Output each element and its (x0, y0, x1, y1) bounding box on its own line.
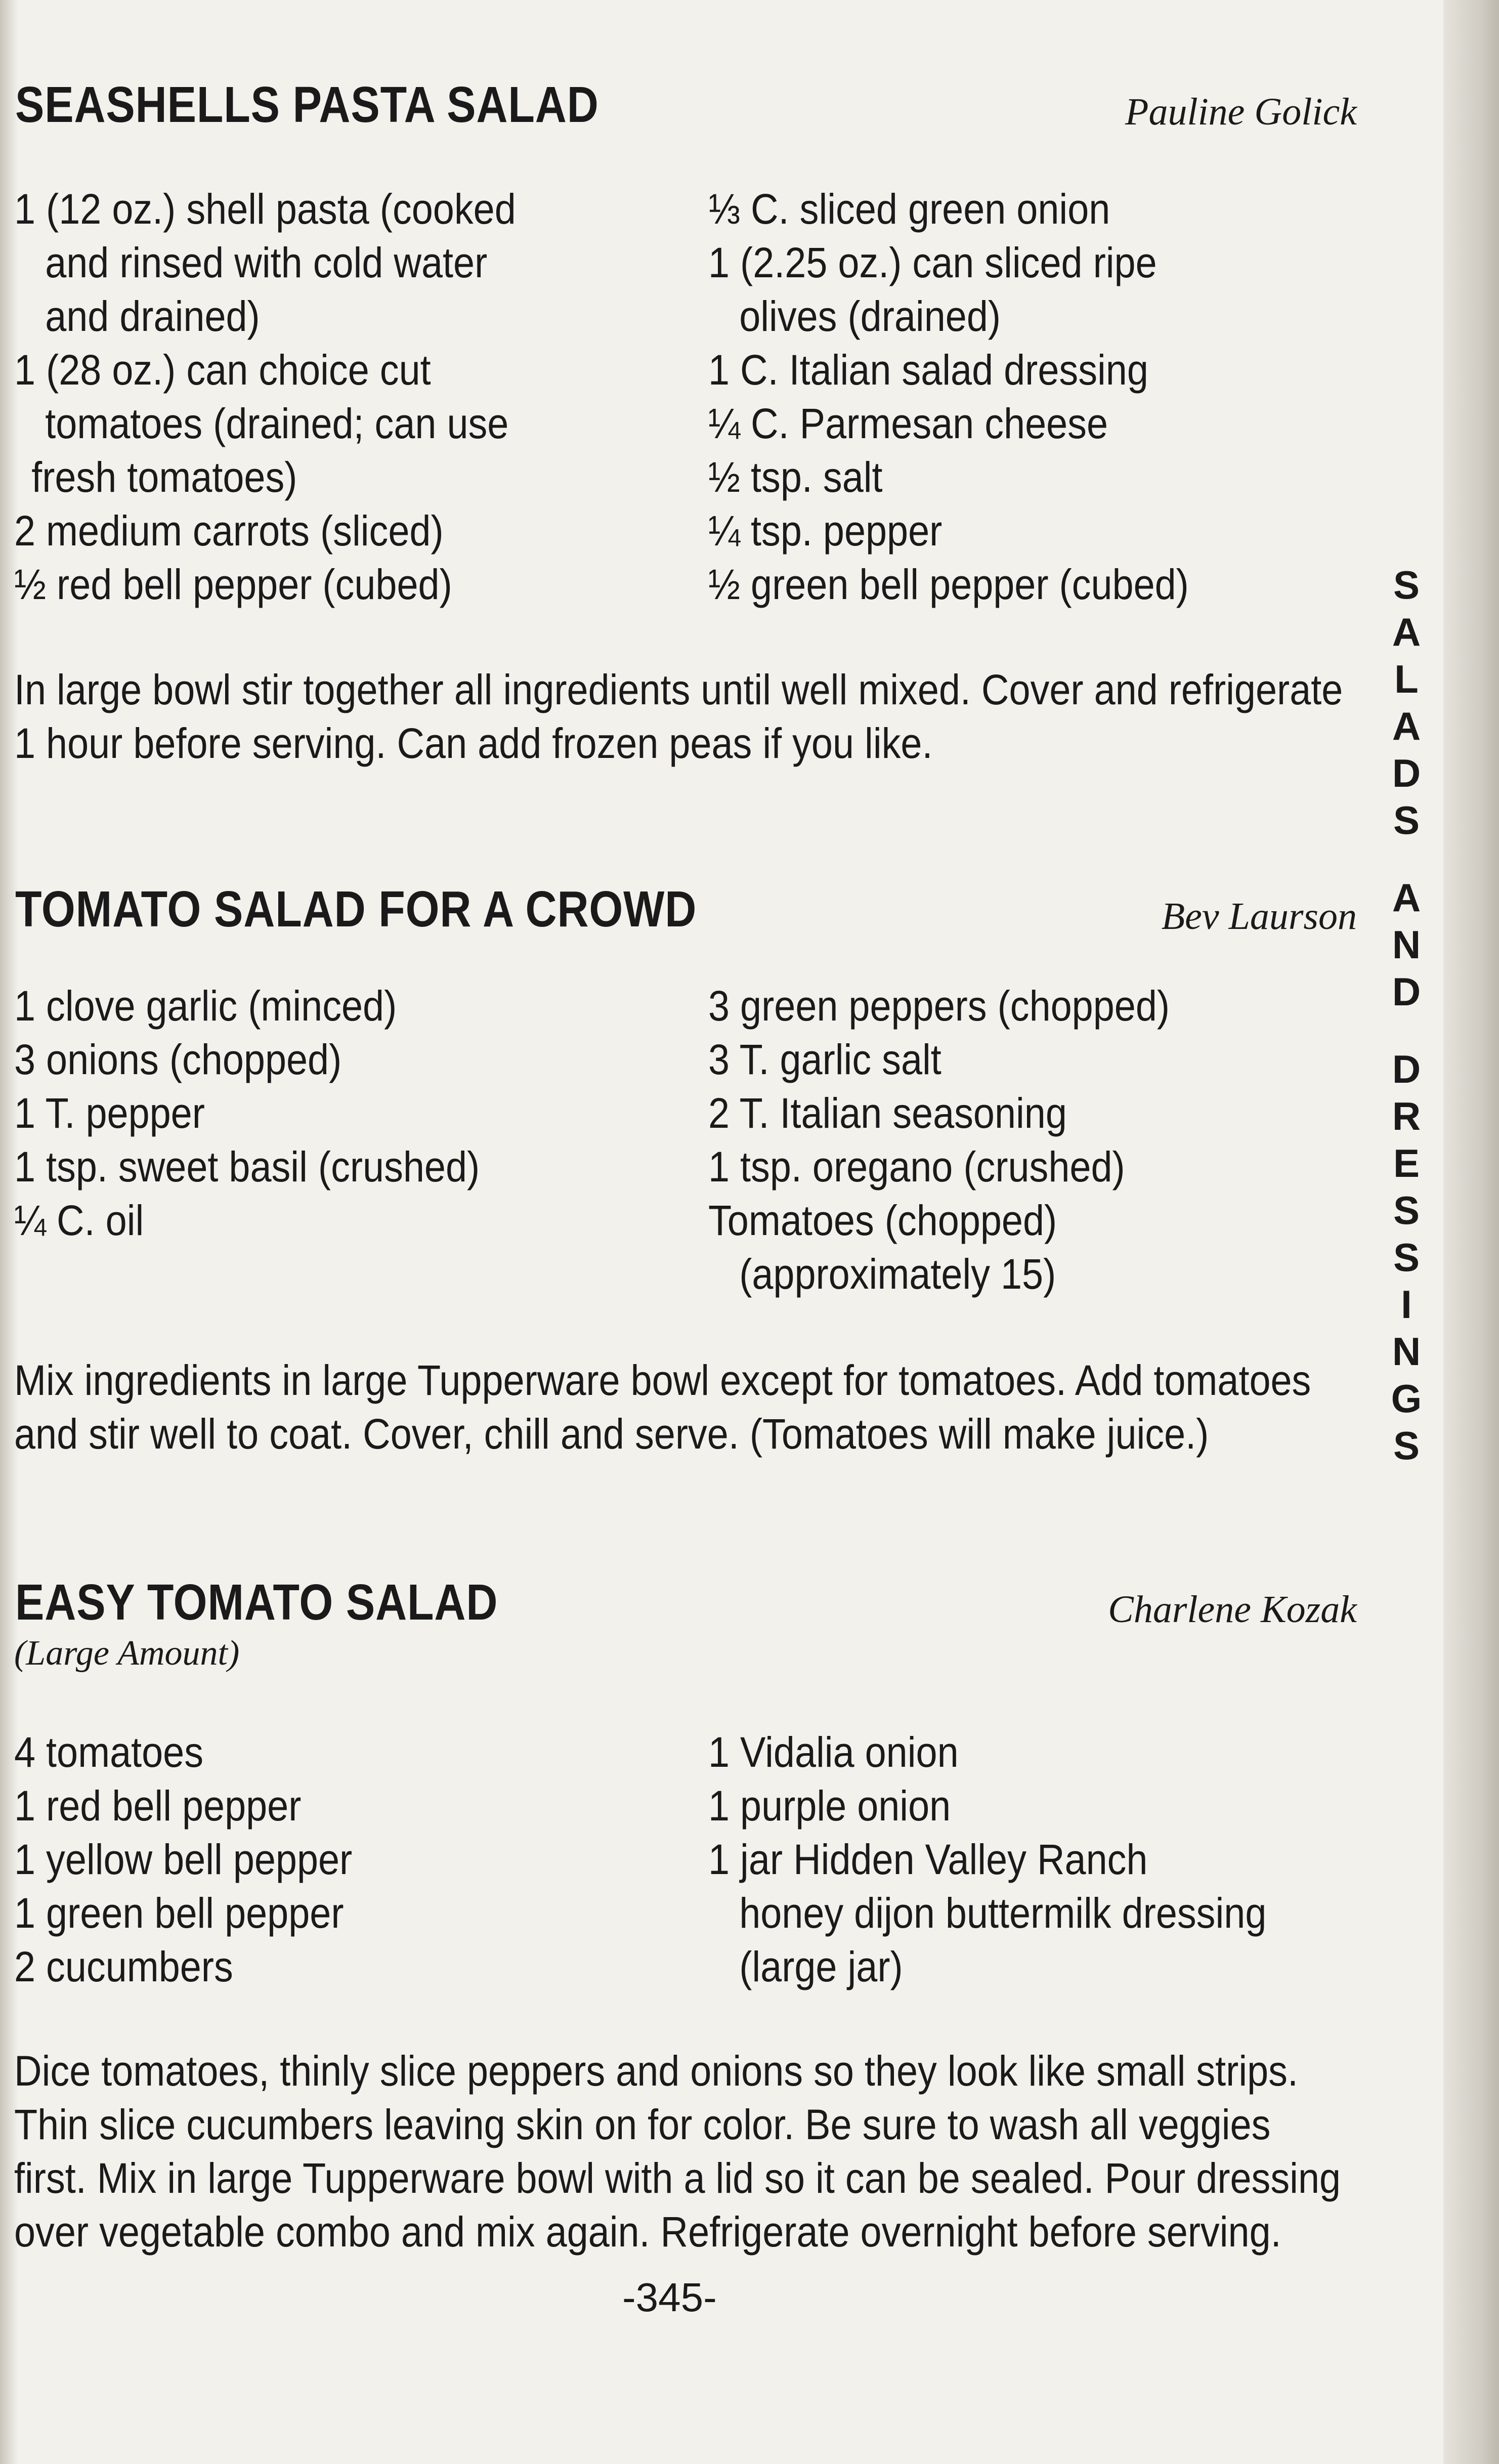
ingredient-line: 1 (12 oz.) shell pasta (cooked (14, 185, 516, 233)
ingredient-line: tomatoes (drained; can use (45, 400, 509, 447)
ingredient-line: ¼ C. oil (14, 1197, 144, 1244)
instruction-line: Mix ingredients in large Tupperware bowl except for tomatoes. Add tomatoes (14, 1356, 1311, 1404)
ingredients-left-column (14, 1725, 390, 1993)
side-tab-spacer (1374, 844, 1439, 874)
recipe-instructions (14, 663, 1355, 770)
ingredient-line: 2 medium carrots (sliced) (14, 507, 444, 555)
recipe-author: Bev Laurson (1161, 895, 1357, 938)
ingredient-line: 1 purple onion (708, 1782, 951, 1830)
side-tab-letter: E (1393, 1141, 1420, 1185)
instruction-line: In large bowl stir together all ingredients until well mixed. Cover and refrigerate (14, 666, 1343, 713)
ingredients-right-column (708, 1725, 1329, 1993)
side-tab-letter: N (1392, 1329, 1421, 1374)
ingredient-line: and rinsed with cold water (45, 239, 488, 286)
ingredient-line: olives (drained) (739, 292, 1001, 340)
ingredient-line: 1 T. pepper (14, 1089, 205, 1137)
ingredient-line: 3 T. garlic salt (708, 1036, 941, 1083)
recipe-instructions (14, 2044, 1355, 2259)
recipe-title: TOMATO SALAD FOR A CROWD (15, 881, 697, 938)
ingredient-line: ½ green bell pepper (cubed) (708, 561, 1189, 608)
side-tab-letter: N (1392, 922, 1421, 967)
ingredient-line: 1 red bell pepper (14, 1782, 302, 1830)
ingredient-line: 1 jar Hidden Valley Ranch (708, 1836, 1148, 1883)
side-tab-letter: D (1392, 969, 1421, 1014)
side-tab-letter: S (1393, 1188, 1420, 1233)
ingredient-line: 4 tomatoes (14, 1728, 204, 1776)
instruction-line: over vegetable combo and mix again. Refrigerate overnight before serving. (14, 2208, 1281, 2256)
ingredient-line: honey dijon buttermilk dressing (739, 1889, 1267, 1937)
recipe-tomato-salad-for-a-crowd (0, 880, 1366, 1477)
side-tab-letter: S (1393, 1235, 1420, 1280)
side-tab-letter: G (1391, 1376, 1422, 1421)
ingredient-line: 1 tsp. sweet basil (crushed) (14, 1143, 480, 1191)
side-tab-letter: I (1401, 1282, 1412, 1327)
ingredient-line: 1 Vidalia onion (708, 1728, 959, 1776)
ingredient-line: (approximately 15) (739, 1250, 1056, 1298)
instruction-line: Thin slice cucumbers leaving skin on for color. Be sure to wash all veggies (14, 2101, 1271, 2148)
ingredient-line: 3 green peppers (chopped) (708, 982, 1170, 1030)
ingredient-line: 1 (28 oz.) can choice cut (14, 346, 431, 394)
ingredient-line: 2 cucumbers (14, 1943, 233, 1990)
ingredient-line: 1 tsp. oregano (crushed) (708, 1143, 1125, 1191)
recipe-instructions (14, 1353, 1355, 1461)
ingredient-line: and drained) (45, 292, 260, 340)
recipe-subtitle: (Large Amount) (14, 1634, 240, 1673)
ingredients-left-column (14, 979, 531, 1247)
page-edge (1443, 0, 1499, 2464)
section-side-tab (1374, 562, 1439, 1469)
instruction-line: Dice tomatoes, thinly slice peppers and onions so they look like small strips. (14, 2047, 1298, 2095)
side-tab-letter: A (1392, 875, 1421, 920)
ingredient-line: Tomatoes (chopped) (708, 1197, 1057, 1244)
recipe-seashells-pasta-salad (0, 76, 1366, 774)
ingredient-line: 1 C. Italian salad dressing (708, 346, 1148, 394)
ingredients-left-column (14, 182, 572, 611)
ingredients-right-column (708, 979, 1221, 1301)
recipe-title: SEASHELLS PASTA SALAD (15, 76, 599, 133)
ingredient-line: 2 T. Italian seasoning (708, 1089, 1067, 1137)
ingredient-line: fresh tomatoes) (31, 453, 297, 501)
ingredient-line: (large jar) (739, 1943, 903, 1990)
side-tab-letter: D (1392, 1047, 1421, 1091)
page-number: -345- (622, 2275, 717, 2320)
ingredient-line: ¼ tsp. pepper (708, 507, 943, 555)
side-tab-letter: A (1392, 610, 1421, 654)
side-tab-letter: S (1393, 1423, 1420, 1468)
ingredient-line: 1 yellow bell pepper (14, 1836, 353, 1883)
ingredient-line: ½ tsp. salt (708, 453, 883, 501)
instruction-line: 1 hour before serving. Can add frozen peas if you like. (14, 719, 933, 767)
recipe-author: Charlene Kozak (1108, 1588, 1357, 1631)
ingredient-line: 1 green bell pepper (14, 1889, 344, 1937)
instruction-line: and stir well to coat. Cover, chill and serve. (Tomatoes will make juice.) (14, 1410, 1209, 1458)
side-tab-letter: L (1394, 657, 1419, 701)
instruction-line: first. Mix in large Tupperware bowl with a lid so it can be sealed. Pour dressing (14, 2154, 1341, 2202)
ingredient-line: 1 (2.25 oz.) can sliced ripe (708, 239, 1157, 286)
side-tab-spacer (1374, 1015, 1439, 1046)
side-tab-letter: R (1392, 1094, 1421, 1138)
ingredients-right-column (708, 182, 1242, 611)
ingredient-line: 1 clove garlic (minced) (14, 982, 397, 1030)
ingredient-line: ⅓ C. sliced green onion (708, 185, 1110, 233)
ingredient-line: ¼ C. Parmesan cheese (708, 400, 1108, 447)
recipe-easy-tomato-salad (0, 1574, 1366, 2272)
side-tab-letter: D (1392, 751, 1421, 795)
side-tab-letter: S (1393, 798, 1420, 842)
recipe-author: Pauline Golick (1125, 91, 1357, 133)
ingredient-line: 3 onions (chopped) (14, 1036, 342, 1083)
recipe-title: EASY TOMATO SALAD (15, 1574, 498, 1631)
side-tab-letter: S (1393, 563, 1420, 607)
side-tab-letter: A (1392, 704, 1421, 748)
ingredient-line: ½ red bell pepper (cubed) (14, 561, 452, 608)
